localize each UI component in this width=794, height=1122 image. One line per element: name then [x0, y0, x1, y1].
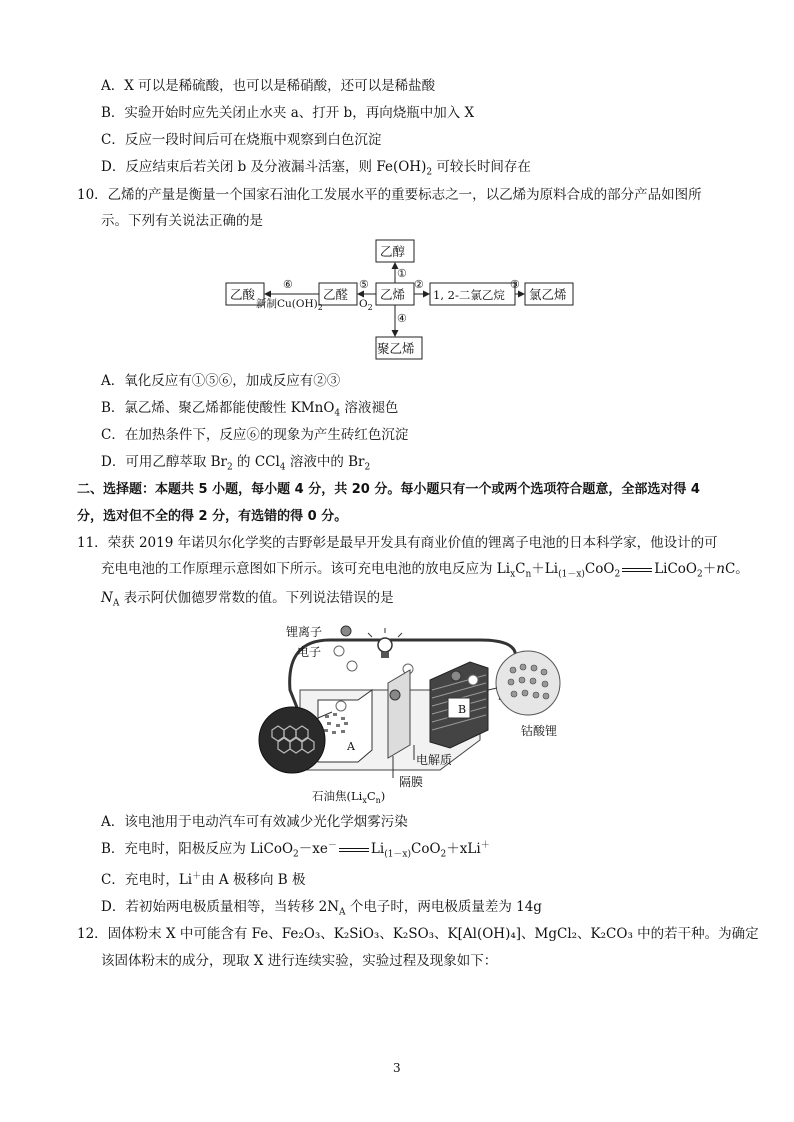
section2-heading-line1: 二、选择题：本题共 5 小题，每小题 4 分，共 20 分。每小题只有一个或两个选项符合题意，全部选对得 4 — [77, 482, 700, 497]
lithium-ion-icon — [451, 671, 461, 681]
step2-label: ② — [414, 278, 424, 291]
step1-label: ① — [397, 267, 407, 280]
oxygen-label: $O_2$ — [359, 298, 373, 312]
dichloroethane-label: 1, 2-二氯乙烷 — [433, 288, 505, 302]
electron-icon — [468, 675, 478, 685]
lightbulb-icon — [368, 628, 402, 658]
electrode-a-label: A — [347, 740, 355, 753]
lithium-cobalt-oxide-zoom — [496, 651, 560, 715]
q10-stem-line2: 示。下列有关说法正确的是 — [101, 213, 263, 229]
step4-label: ④ — [397, 312, 407, 325]
step3-label: ③ — [510, 278, 520, 291]
electron-legend-icon — [334, 646, 344, 656]
page-number: 3 — [393, 1061, 401, 1075]
q11-stem-line1: 11．荣获 2019 年诺贝尔化学奖的吉野彰是最早开发具有商业价值的锂离子电池的日本科学家，他设计的可 — [77, 535, 718, 551]
q9-option-a: A．X 可以是稀硫酸，也可以是稀硝酸，还可以是稀盐酸 — [101, 78, 436, 94]
q11-option-c: C．充电时，Li＋由 A 极移向 B 极 — [101, 871, 306, 888]
step5-label: ⑤ — [359, 278, 369, 291]
electron-icon — [336, 701, 346, 711]
q10-stem-line1: 10．乙烯的产量是衡量一个国家石油化工发展水平的重要标志之一，以乙烯为原料合成的部分产品如图所 — [77, 187, 702, 203]
separator-membrane — [388, 670, 410, 758]
vinyl-chloride-label: 氯乙烯 — [529, 287, 567, 302]
ethylene-label: 乙烯 — [380, 287, 406, 302]
section2-heading-line2: 分，选对但不全的得 2 分，有选错的得 0 分。 — [77, 509, 348, 524]
lithium-ion-legend-icon — [341, 626, 351, 636]
q12-stem-line2: 该固体粉末的成分，现取 X 进行连续实验，实验过程及现象如下： — [101, 953, 498, 969]
q10-option-b: B．氯乙烯、聚乙烯都能使酸性 KMnO$_4$ 溶液褪色 — [101, 400, 399, 419]
anode-a — [318, 690, 372, 762]
q11-stem-line3: $N_A$ 表示阿伏伽德罗常数的值。下列说法错误的是 — [101, 590, 394, 609]
polyethylene-label: 聚乙烯 — [377, 341, 415, 356]
q11-option-d: D．若初始两电极质量相等，当转移 $2N_A$ 个电子时，两电极质量差为 14g — [101, 899, 542, 918]
legend-lithium-ion: 锂离子 — [286, 625, 323, 639]
q11-option-b: B．充电时，阳极反应为 LiCoO$_2$－xe－ $Li_{(1-x)}CoO_2+xLi^+$ — [101, 840, 490, 860]
equals-sign — [339, 848, 369, 852]
q10-option-a: A．氧化反应有①⑤⑥，加成反应有②③ — [101, 373, 341, 389]
anode-label: 石油焦$(Li_xC_n)$ — [312, 789, 386, 805]
acetaldehyde-label: 乙醛 — [323, 287, 349, 302]
q10-option-d: D．可用乙醇萃取 $Br_2$ 的 CCl$_4$ 溶液中的 $Br_2$ — [101, 454, 371, 473]
electrode-b-label: B — [458, 703, 467, 716]
q12-stem-line1: 12．固体粉末 X 中可能含有 Fe、Fe₂O₃、K₂SiO₃、K₂SO₃、K[Al(OH)₄]、MgCl₂、K₂CO₃ 中的若干种。为确定 — [77, 926, 759, 942]
reagent6-label: 新制$Cu(OH)_2$ — [256, 298, 323, 312]
q11-stem-line2: 充电电池的工作原理示意图如下所示。该可充电电池的放电反应为 $Li_xC_n+Li_{(1-x)}CoO_2$ LiCoO$_2$＋nC。 — [101, 561, 749, 580]
legend-electron: 电子 — [297, 645, 322, 659]
q9-option-b: B．实验开始时应先关闭止水夹 a、打开 b，再向烧瓶中加入 X — [101, 105, 475, 121]
step6-label: ⑥ — [283, 278, 293, 291]
electrolyte-label: 电解质 — [416, 753, 453, 767]
acetic-acid-label: 乙酸 — [230, 287, 256, 302]
lithium-ion-icon — [390, 690, 400, 700]
q9-option-d: D．反应结束后若关闭 b 及分液漏斗活塞，则 $Fe(OH)_2$ 可较长时间存在 — [101, 159, 531, 178]
q10-option-c: C．在加热条件下，反应⑥的现象为产生砖红色沉淀 — [101, 427, 409, 443]
electron-icon — [347, 661, 357, 671]
ethanol-label: 乙醇 — [380, 244, 406, 259]
separator-label: 隔膜 — [399, 775, 424, 789]
cathode-label: 钴酸锂 — [521, 724, 558, 738]
q9-option-c: C．反应一段时间后可在烧瓶中观察到白色沉淀 — [101, 132, 382, 148]
q11-option-a: A．该电池用于电动汽车可有效减少光化学烟雾污染 — [101, 814, 408, 830]
